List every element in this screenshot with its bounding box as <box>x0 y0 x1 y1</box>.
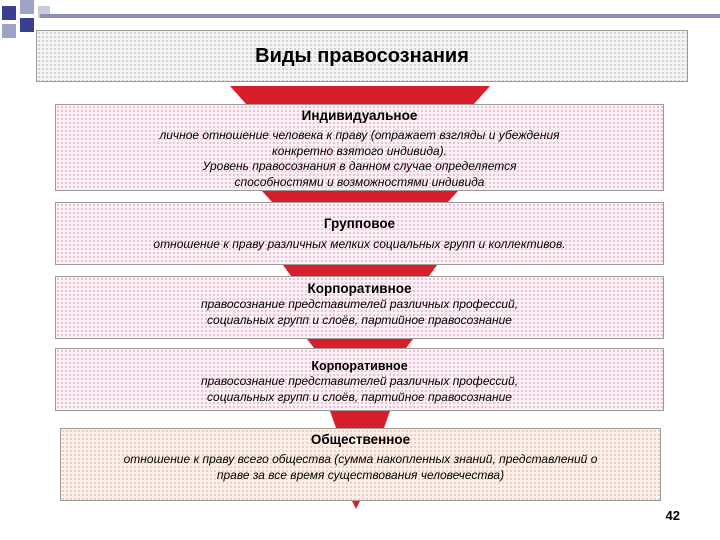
slide-title: Виды правосознания <box>36 30 688 82</box>
level-description <box>56 128 663 190</box>
level-heading: Индивидуальное <box>301 108 418 123</box>
funnel-segment <box>230 86 490 104</box>
level-heading: Корпоративное <box>311 359 408 373</box>
funnel-segment <box>262 191 458 202</box>
level-description <box>56 237 663 253</box>
level-heading: Общественное <box>310 432 411 447</box>
description-line: правосознание представителей различных профессий, <box>200 374 519 388</box>
funnel-segment <box>330 411 390 428</box>
description-line: правосознание представителей различных профессий, <box>200 297 519 311</box>
description-line: Уровень правосознания в данном случае определяется <box>202 159 517 173</box>
description-line: социальных групп и слоёв, партийное правосознание <box>207 312 512 327</box>
level-description <box>61 452 660 483</box>
description-line: социальных групп и слоёв, партийное правосознание <box>207 389 512 404</box>
funnel-segment <box>283 265 437 276</box>
description-line: личное отношение человека к праву (отражает взгляды и убеждения <box>159 128 560 142</box>
funnel-tip <box>352 501 360 509</box>
level-corporate-duplicate <box>55 348 664 411</box>
level-description <box>56 374 663 405</box>
description-line: праве за все время существования человечества) <box>216 467 505 482</box>
level-public <box>60 428 661 501</box>
level-individual <box>55 104 664 191</box>
level-corporate <box>55 276 664 339</box>
description-line: конкретно взятого индивида). <box>272 143 447 158</box>
description-line: отношение к праву всего общества (сумма накопленных знаний, представлений о <box>123 452 598 466</box>
funnel-segment <box>307 339 413 348</box>
page-number: 42 <box>665 508 680 523</box>
level-group <box>55 202 664 265</box>
description-line: отношение к праву различных мелких социальных групп и коллективов. <box>153 237 566 251</box>
level-heading: Групповое <box>323 216 396 231</box>
level-description <box>56 297 663 328</box>
level-heading: Корпоративное <box>307 281 412 296</box>
description-line: способностями и возможностями индивида <box>234 174 485 189</box>
